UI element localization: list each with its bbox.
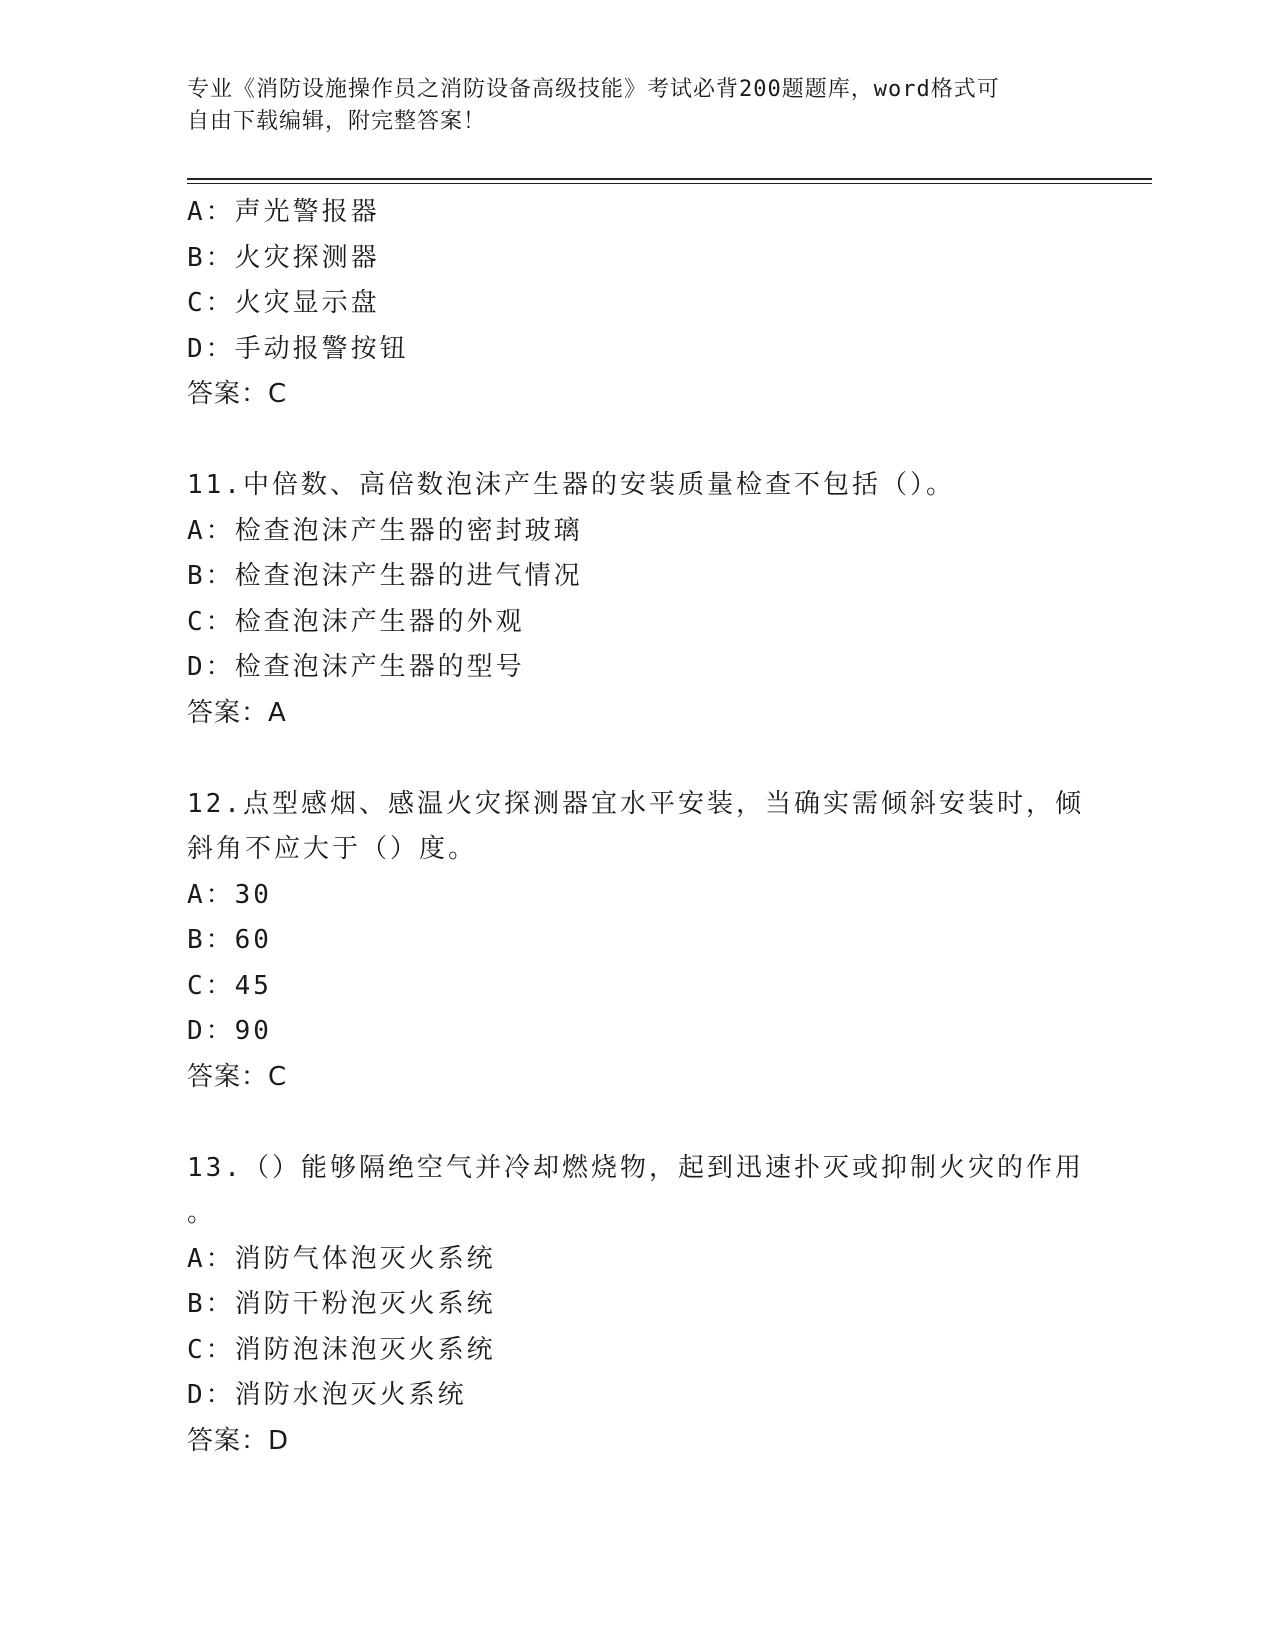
option-a: A：30 — [187, 879, 272, 910]
option-d: D：手动报警按钮 — [187, 333, 409, 364]
option-b: B：消防干粉泡灭火系统 — [187, 1289, 496, 1319]
question-stem-continued: 。 — [187, 1198, 217, 1228]
option-c: C：检查泡沫产生器的外观 — [187, 606, 525, 637]
question-block-12 — [187, 782, 1087, 1101]
header-title-line-1: 专业《消防设施操作员之消防设备高级技能》考试必背200题题库，word格式可 — [187, 77, 1000, 102]
answer-line: 答案：A — [187, 697, 287, 728]
header-title-line-2: 自由下载编辑，附完整答案！ — [187, 109, 487, 134]
option-b: B：60 — [187, 925, 272, 955]
option-b: B：检查泡沫产生器的进气情况 — [187, 561, 583, 591]
question-stem-continued: 斜角不应大于（）度。 — [187, 834, 478, 864]
document-header — [187, 74, 1067, 138]
option-d: D：消防水泡灭火系统 — [187, 1380, 467, 1410]
spacer — [187, 736, 1087, 782]
option-c: C：消防泡沫泡灭火系统 — [187, 1334, 496, 1365]
option-a: A：声光警报器 — [187, 197, 380, 227]
question-block-10 — [187, 190, 1087, 418]
question-stem: 11.中倍数、高倍数泡沫产生器的安装质量检查不包括（）。 — [187, 470, 955, 500]
option-a: A：消防气体泡灭火系统 — [187, 1243, 496, 1274]
option-b: B：火灾探测器 — [187, 242, 380, 273]
answer-line: 答案：C — [187, 1061, 288, 1092]
answer-line: 答案：D — [187, 1425, 290, 1456]
question-stem: 13.（）能够隔绝空气并冷却燃烧物，起到迅速扑灭或抑制火灾的作用 — [187, 1152, 1084, 1183]
spacer — [187, 1100, 1087, 1146]
question-stem: 12.点型感烟、感温火灾探测器宜水平安装，当确实需倾斜安装时，倾 — [187, 788, 1084, 819]
header-divider — [187, 178, 1152, 180]
header-divider-thin — [187, 183, 1152, 184]
answer-line: 答案：C — [187, 379, 288, 409]
spacer — [187, 418, 1087, 464]
option-c: C：45 — [187, 970, 272, 1001]
option-a: A：检查泡沫产生器的密封玻璃 — [187, 515, 583, 546]
question-block-13 — [187, 1146, 1087, 1465]
option-d: D：检查泡沫产生器的型号 — [187, 652, 525, 682]
question-list — [187, 190, 1087, 1464]
option-d: D：90 — [187, 1016, 272, 1046]
question-block-11 — [187, 463, 1087, 736]
option-c: C：火灾显示盘 — [187, 288, 380, 318]
